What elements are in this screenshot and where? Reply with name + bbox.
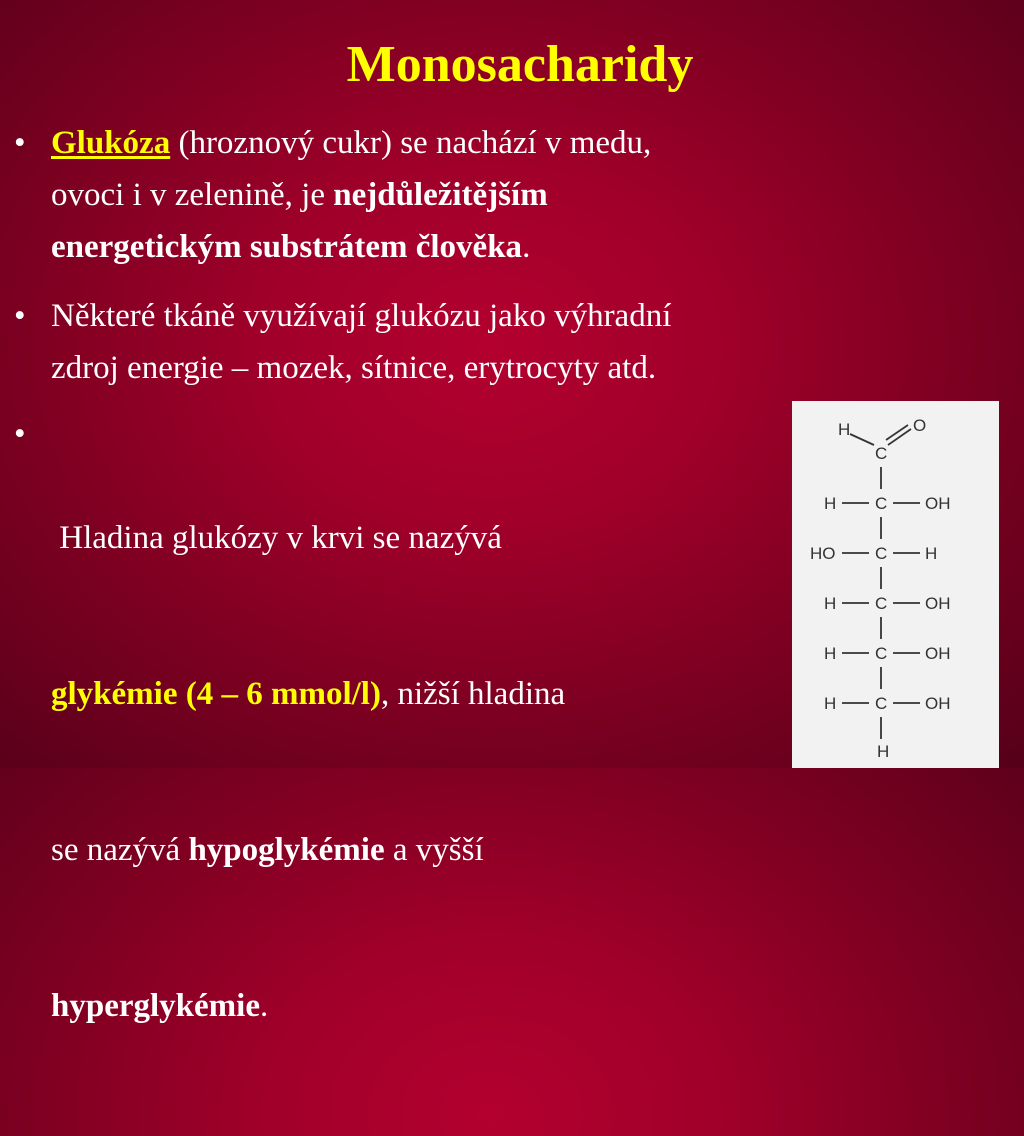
formula-atom: H <box>925 544 938 563</box>
bullet-line: Hladina glukózy v krvi se nazývá <box>51 520 502 556</box>
text-span: a vyšší <box>384 832 484 868</box>
bold-text: hypoglykémie <box>188 832 385 868</box>
glucose-structural-formula <box>792 401 999 768</box>
slide-title: Monosacharidy <box>346 36 694 93</box>
formula-atom: O <box>913 416 927 435</box>
formula-atom: OH <box>925 494 951 513</box>
bullet-marker: • <box>14 298 26 334</box>
formula-atom: C <box>875 444 888 463</box>
bullet-line <box>51 169 651 221</box>
formula-svg <box>792 401 999 768</box>
formula-atom: C <box>875 644 888 663</box>
formula-atom: OH <box>925 694 951 713</box>
text-span: . <box>522 229 531 265</box>
formula-atom: C <box>875 694 888 713</box>
bullet-marker: • <box>14 416 26 452</box>
bullet-line <box>51 221 651 273</box>
bold-text: nejdůležitějším <box>333 177 548 213</box>
bold-text: hyperglykémie <box>51 988 260 1024</box>
bullet-text <box>51 117 651 273</box>
formula-atom: HO <box>810 544 836 563</box>
bullet-text <box>51 290 671 394</box>
formula-bond <box>850 434 874 445</box>
text-span: , nižší hladina <box>380 676 566 712</box>
bold-text: energetickým substrátem člověka <box>51 229 523 265</box>
formula-atom: H <box>824 594 837 613</box>
bullet-line <box>51 824 565 876</box>
formula-atom: H <box>838 420 851 439</box>
bullet-line <box>51 117 651 169</box>
text-span: ovoci i v zelenině, je <box>51 177 334 213</box>
formula-atom: H <box>824 644 837 663</box>
formula-atom: C <box>875 594 888 613</box>
formula-atom: C <box>875 494 888 513</box>
bullet-line: zdroj energie – mozek, sítnice, erytrocyty atd. <box>51 350 657 386</box>
formula-atom: OH <box>925 644 951 663</box>
text-span: . <box>259 988 269 1024</box>
bullet-marker: • <box>14 125 26 161</box>
formula-atom: C <box>875 544 888 563</box>
bullet-line <box>51 980 565 1032</box>
text-span: (hroznový cukr) se nachází v medu, <box>170 125 652 161</box>
keyword-glykemie: glykémie (4 – 6 mmol/l) <box>51 676 381 712</box>
bullet-line: Některé tkáně využívají glukózu jako výhradní <box>51 298 672 334</box>
formula-atom: H <box>877 742 890 761</box>
formula-atom: H <box>824 494 837 513</box>
keyword-glukoza: Glukóza <box>51 125 171 161</box>
text-span: se nazývá <box>51 832 189 868</box>
bullet-line <box>51 668 565 720</box>
formula-atom: H <box>824 694 837 713</box>
bullet-text <box>51 408 565 1136</box>
formula-atom: OH <box>925 594 951 613</box>
